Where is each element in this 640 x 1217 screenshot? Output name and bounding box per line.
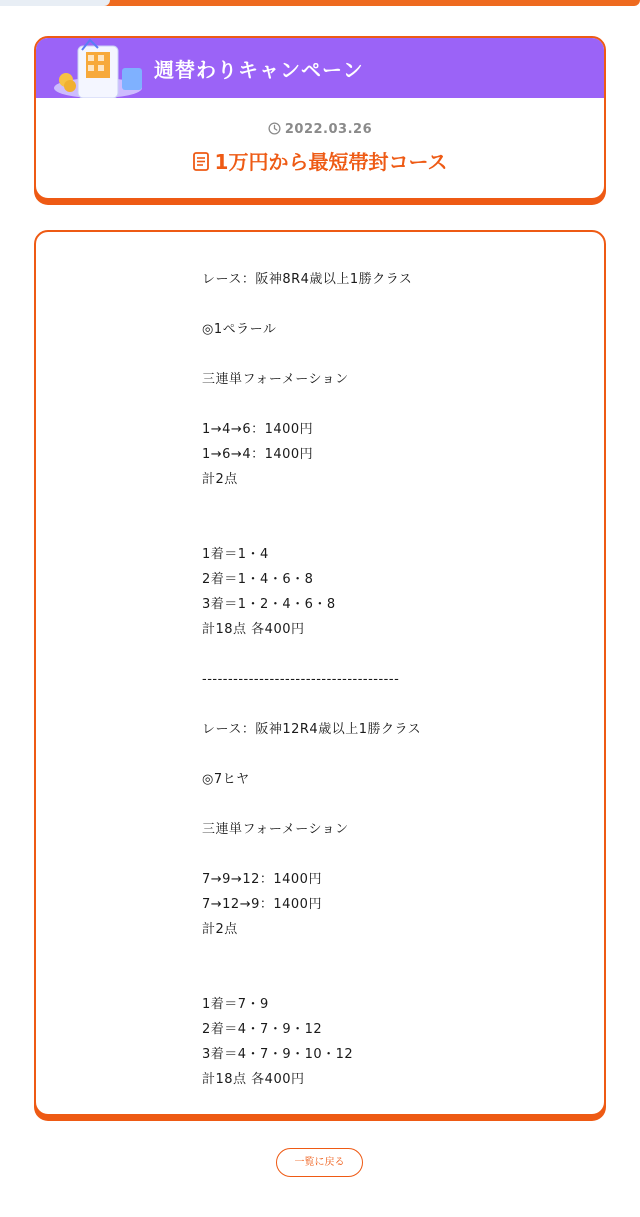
document-icon bbox=[193, 152, 209, 171]
blank-line bbox=[202, 342, 421, 367]
blank-line bbox=[202, 392, 421, 417]
content-line: 1着＝7・9 bbox=[202, 997, 269, 1012]
campaign-banner bbox=[36, 38, 604, 98]
content-line: 7→12→9：1400円 bbox=[202, 897, 322, 912]
content-line: 1→4→6：1400円 bbox=[202, 422, 314, 437]
content-line: -------------------------------------- bbox=[202, 672, 400, 687]
post-date bbox=[36, 122, 604, 137]
blank-line bbox=[202, 692, 421, 717]
blank-line bbox=[202, 292, 421, 317]
content-line: レース：阪神8R4歳以上1勝クラス bbox=[202, 272, 413, 287]
course-title-text: 1万円から最短帯封コース bbox=[214, 150, 448, 174]
shopping-cart-illustration bbox=[48, 38, 148, 98]
content-line: 7→9→12：1400円 bbox=[202, 872, 322, 887]
clock-icon bbox=[268, 122, 281, 135]
content-line: 計2点 bbox=[202, 472, 238, 487]
content-line: 三連単フォーメーション bbox=[202, 822, 349, 837]
date-text: 2022.03.26 bbox=[284, 122, 373, 137]
content-line: 2着＝4・7・9・12 bbox=[202, 1022, 323, 1037]
blank-line bbox=[202, 517, 421, 542]
course-title bbox=[36, 146, 604, 175]
content-line: ◎7ヒヤ bbox=[202, 772, 250, 787]
content-line: 1→6→4：1400円 bbox=[202, 447, 314, 462]
content-line: 2着＝1・4・6・8 bbox=[202, 572, 314, 587]
content-line: 3着＝4・7・9・10・12 bbox=[202, 1047, 354, 1062]
blank-line bbox=[202, 742, 421, 767]
blank-line bbox=[202, 492, 421, 517]
content-line: 計18点 各400円 bbox=[202, 622, 305, 637]
content-line: 三連単フォーメーション bbox=[202, 372, 349, 387]
content-line: レース：阪神12R4歳以上1勝クラス bbox=[202, 722, 422, 737]
blank-line bbox=[202, 842, 421, 867]
content-line: 計18点 各400円 bbox=[202, 1072, 305, 1087]
blank-line bbox=[202, 642, 421, 667]
prediction-content-card bbox=[34, 230, 606, 1116]
content-line: 3着＝1・2・4・6・8 bbox=[202, 597, 336, 612]
top-accent-left bbox=[0, 0, 110, 6]
content-line: 1着＝1・4 bbox=[202, 547, 269, 562]
blank-line bbox=[202, 792, 421, 817]
blank-line bbox=[202, 942, 421, 967]
blank-line bbox=[202, 967, 421, 992]
content-line: 計2点 bbox=[202, 922, 238, 937]
content-line: ◎1ペラール bbox=[202, 322, 277, 337]
prediction-text bbox=[202, 267, 421, 1092]
banner-title: 週替わりキャンペーン bbox=[154, 58, 364, 82]
campaign-header-card bbox=[34, 36, 606, 200]
back-to-list-button[interactable]: 一覧に戻る bbox=[276, 1148, 363, 1177]
